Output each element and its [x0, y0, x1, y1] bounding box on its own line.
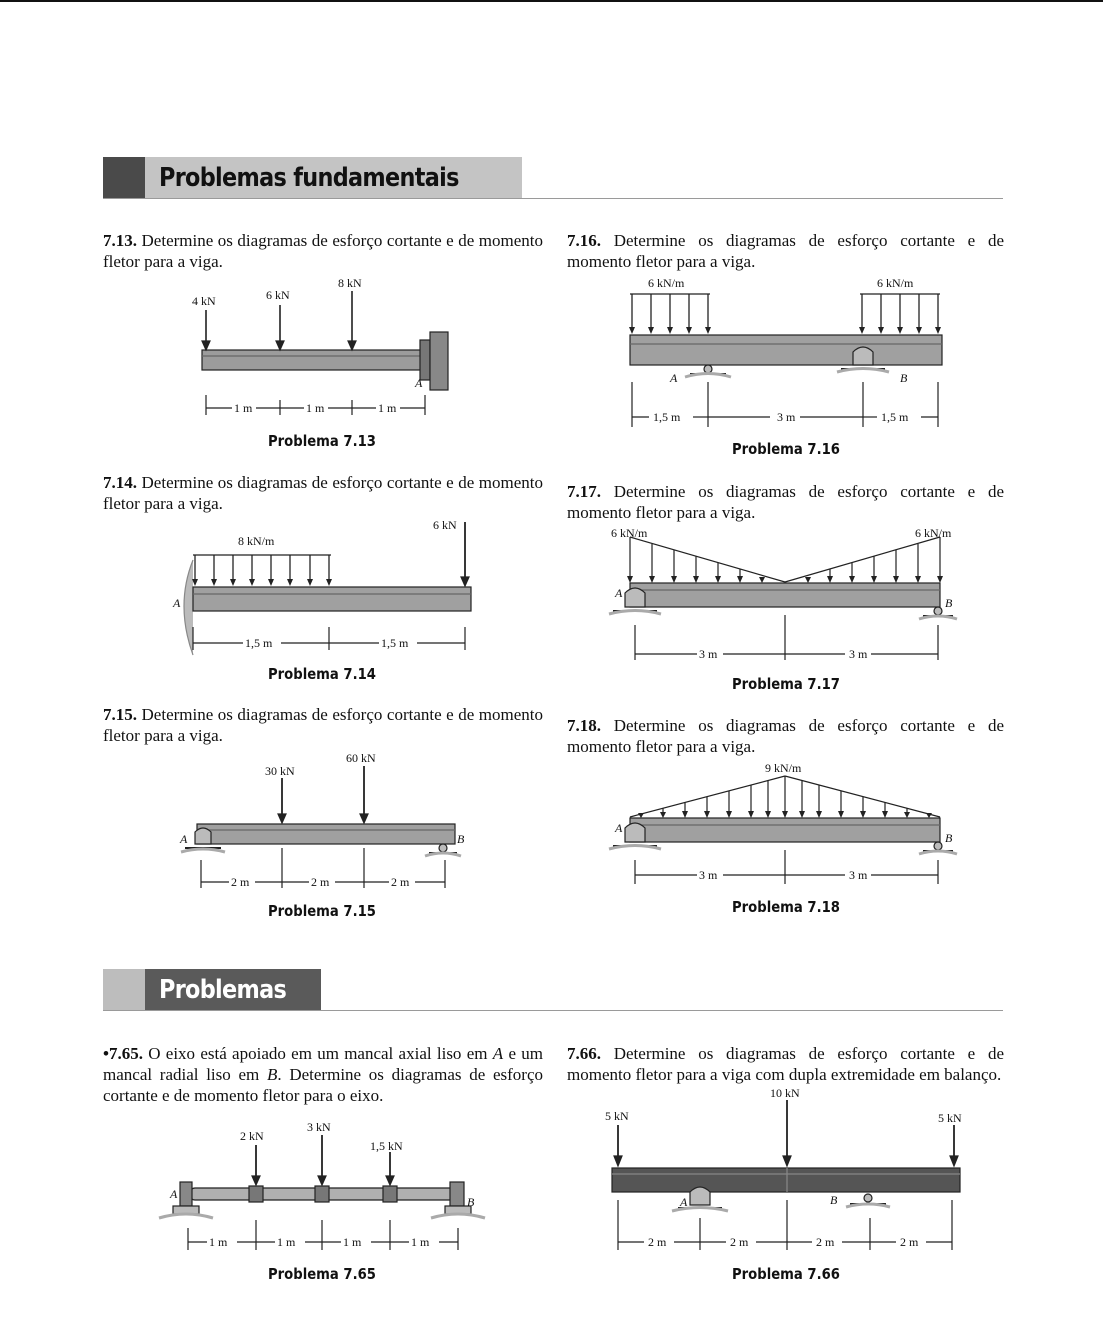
support-label-A: A [170, 1187, 178, 1201]
section-header-problemas [103, 969, 1003, 1011]
load-10kN: 10 kN [770, 1086, 800, 1100]
dim-3: 2 m [816, 1235, 835, 1249]
dim-3: 1,5 m [881, 410, 909, 424]
pin-support-A [625, 823, 645, 842]
dist-load-8kNm: 8 kN/m [238, 534, 275, 548]
load-30kN: 30 kN [265, 764, 295, 778]
caption-7-66: Problema 7.66 [731, 1265, 840, 1283]
support-label-A: A [615, 821, 623, 835]
dim-1: 1 m [209, 1235, 228, 1249]
figure-7-14 [165, 515, 485, 660]
figure-7-65 [155, 1120, 495, 1255]
load-8kN: 8 kN [338, 276, 362, 290]
header-block [103, 969, 145, 1011]
caption-7-65: Problema 7.65 [267, 1265, 376, 1283]
roller-support-B [439, 844, 447, 852]
dist-load-left: 6 kN/m [611, 526, 648, 540]
section-title: Problemas [159, 975, 287, 1005]
load-3kN: 3 kN [307, 1120, 331, 1134]
dim-2: 3 m [849, 868, 868, 882]
support-label-A: A [180, 832, 188, 846]
dim-1: 3 m [699, 647, 718, 661]
pin-support-B [853, 347, 873, 365]
load-5kN-right: 5 kN [938, 1111, 962, 1125]
caption-7-16: Problema 7.16 [731, 440, 840, 458]
caption-7-18: Problema 7.18 [731, 898, 840, 916]
caption-7-15: Problema 7.15 [267, 902, 376, 920]
load-60kN: 60 kN [346, 751, 376, 765]
top-border-line [0, 0, 1103, 2]
beam [630, 818, 940, 842]
dim-4: 1 m [411, 1235, 430, 1249]
support-label-A: A [615, 586, 623, 600]
figure-7-18 [605, 760, 975, 890]
caption-7-13: Problema 7.13 [267, 432, 376, 450]
caption-7-14: Problema 7.14 [267, 665, 376, 683]
support-label-A: A [173, 596, 181, 610]
header-label-box [145, 157, 522, 199]
support-label-B: B [945, 596, 953, 610]
support-label-B: B [457, 832, 465, 846]
roller-support-A [704, 365, 712, 373]
roller-support-B [934, 607, 942, 615]
journal-bearing-B [450, 1182, 464, 1206]
fixed-wall [184, 560, 193, 655]
support-label-B: B [467, 1195, 475, 1209]
header-rule [103, 198, 1003, 199]
beam [630, 335, 942, 365]
pin-support-A [195, 828, 211, 844]
load-2kN: 2 kN [240, 1129, 264, 1143]
dist-load-9kNm: 9 kN/m [765, 761, 802, 775]
load-4kN: 4 kN [192, 294, 216, 308]
support-label-B: B [830, 1193, 838, 1207]
beam [193, 587, 471, 611]
problem-7-16-text: 7.16. Determine os diagramas de esforço cortante e de momento fletor para a viga. [567, 231, 1004, 271]
dim-2: 3 m [777, 410, 796, 424]
beam [612, 1168, 960, 1192]
problem-7-13-text: 7.13. Determine os diagramas de esforço cortante e de momento fletor para a viga. [103, 231, 544, 271]
figure-7-16 [615, 272, 955, 432]
pin-support-A [690, 1187, 710, 1205]
beam [202, 350, 427, 370]
load-1-5kN: 1,5 kN [370, 1139, 403, 1153]
dim-1: 1,5 m [245, 636, 273, 650]
dist-load-left: 6 kN/m [648, 276, 685, 290]
thrust-bearing-A [180, 1182, 192, 1206]
header-label-box [145, 969, 321, 1011]
load-6kN: 6 kN [433, 518, 457, 532]
dim-2: 2 m [730, 1235, 749, 1249]
dim-2: 1 m [306, 401, 325, 415]
figure-7-66 [600, 1086, 975, 1255]
load-5kN-left: 5 kN [605, 1109, 629, 1123]
beam [197, 824, 455, 844]
dist-load-right: 6 kN/m [915, 526, 952, 540]
dim-4: 2 m [900, 1235, 919, 1249]
support-label-A: A [415, 376, 423, 390]
problem-7-18-text: 7.18. Determine os diagramas de esforço cortante e de momento fletor para a viga. [567, 716, 1004, 756]
header-block [103, 157, 145, 199]
roller-support-B [934, 842, 942, 850]
support-label-A: A [670, 371, 678, 385]
header-rule [103, 1010, 1003, 1011]
roller-support-B [864, 1194, 872, 1202]
support-label-B: B [900, 371, 908, 385]
dim-2: 3 m [849, 647, 868, 661]
dim-1: 2 m [231, 875, 250, 889]
dim-1: 1,5 m [653, 410, 681, 424]
section-title: Problemas fundamentais [159, 163, 459, 193]
caption-7-17: Problema 7.17 [731, 675, 840, 693]
dim-2: 2 m [311, 875, 330, 889]
section-header-fundamentais [103, 157, 1003, 199]
dist-load-right: 6 kN/m [877, 276, 914, 290]
fixed-wall [430, 332, 448, 390]
figure-7-13 [180, 275, 470, 425]
problem-7-17-text: 7.17. Determine os diagramas de esforço cortante e de momento fletor para a viga. [567, 482, 1004, 522]
problem-7-14-text: 7.14. Determine os diagramas de esforço cortante e de momento fletor para a viga. [103, 473, 544, 513]
support-label-A: A [680, 1195, 688, 1209]
figure-7-17 [605, 525, 975, 670]
pin-support-A [625, 588, 645, 607]
support-label-B: B [945, 831, 953, 845]
dim-2: 1 m [277, 1235, 296, 1249]
dim-1: 2 m [648, 1235, 667, 1249]
load-6kN: 6 kN [266, 288, 290, 302]
dim-2: 1,5 m [381, 636, 409, 650]
dim-3: 1 m [343, 1235, 362, 1249]
problem-7-66-text: 7.66. Determine os diagramas de esforço cortante e de momento fletor para a viga com dupla extremidade em balanço. [567, 1044, 1004, 1084]
dim-3: 2 m [391, 875, 410, 889]
figure-7-15 [175, 748, 475, 893]
dim-1: 3 m [699, 868, 718, 882]
problem-7-15-text: 7.15. Determine os diagramas de esforço cortante e de momento fletor para a viga. [103, 705, 544, 745]
dim-1: 1 m [234, 401, 253, 415]
dim-3: 1 m [378, 401, 397, 415]
problem-7-65-text: •7.65. O eixo está apoiado em um mancal axial liso em A e um mancal radial liso em B. Determine os diagramas de esforço cortante e de momento fletor para o eixo. [103, 1044, 544, 1105]
beam [630, 583, 940, 607]
